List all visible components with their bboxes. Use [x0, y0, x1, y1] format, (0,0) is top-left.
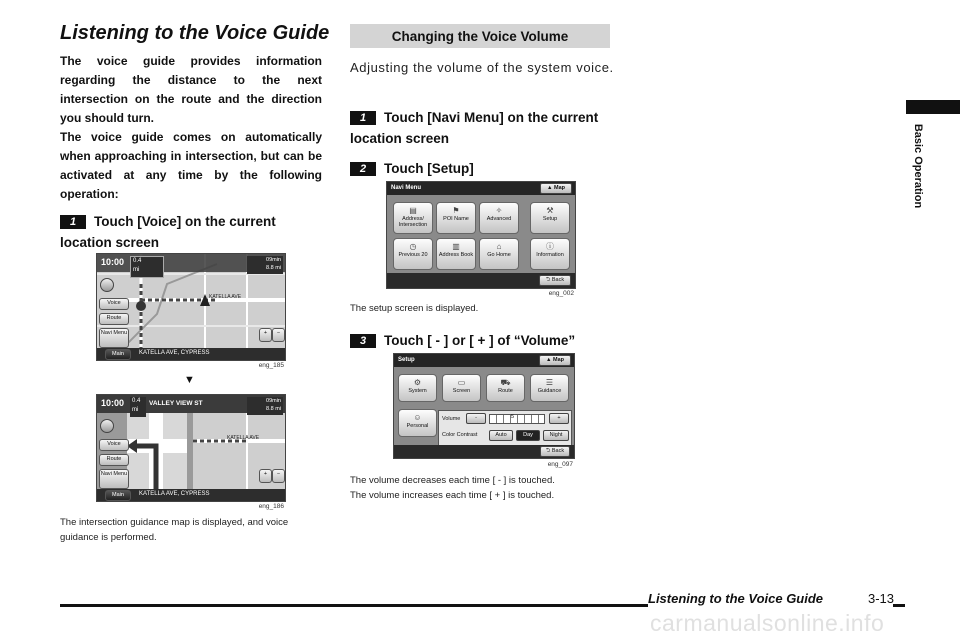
list-icon: ☰ — [545, 378, 554, 387]
zoom-out-icon[interactable]: − — [272, 469, 285, 483]
compass-icon[interactable] — [100, 278, 114, 292]
star-icon: ✧ — [495, 206, 503, 215]
screen-title-bar — [394, 354, 574, 367]
navi-menu-screen — [386, 181, 576, 289]
eta-box — [247, 397, 283, 415]
section-intro: Adjusting the volume of the system voice. — [350, 60, 614, 75]
personal-button[interactable] — [398, 409, 437, 437]
information-button[interactable] — [530, 238, 570, 270]
route-button[interactable]: Route — [99, 313, 129, 325]
main-button[interactable]: Main — [105, 349, 131, 360]
map-button[interactable]: ▲ Map — [539, 355, 571, 366]
intro-text — [60, 52, 322, 204]
setup-screen — [393, 353, 575, 459]
distance-value: 0.4 — [133, 258, 142, 264]
page-heading: Listening to the Voice Guide — [60, 22, 330, 44]
volume-caption-line-1: The volume decreases each time [ - ] is touched. — [350, 475, 555, 486]
volume-caption-line-2: The volume increases each time [ + ] is touched. — [350, 490, 555, 501]
contrast-label: Color Contrast — [442, 432, 478, 438]
location-screen-2 — [96, 394, 286, 502]
eta-distance: 8.8 mi — [266, 265, 281, 271]
intro-paragraph-1: The voice guide provides information regarding the distance to the next intersection on the route and the direction you should turn. — [60, 54, 322, 125]
contrast-auto-button[interactable]: Auto — [489, 430, 513, 441]
back-label: Back — [551, 448, 565, 454]
zoom-in-icon[interactable]: + — [259, 328, 272, 342]
go-home-button[interactable] — [479, 238, 519, 270]
intersection-caption: The intersection guidance map is displayed, and voice guidance is performed. — [60, 517, 289, 543]
house-icon: ⌂ — [496, 242, 502, 251]
footer-rule — [60, 604, 648, 607]
road-label: KATELLA AVE — [227, 435, 260, 441]
image-id: eng_002 — [548, 290, 574, 297]
current-street: KATELLA AVE, CYPRESS — [139, 350, 210, 356]
button-label: POI Name — [443, 216, 469, 222]
button-label: Screen — [452, 388, 471, 394]
step-number: 1 — [60, 215, 86, 229]
compass-icon[interactable] — [100, 419, 114, 433]
step-text: Touch [Voice] on the current location screen — [60, 214, 276, 250]
eta-time: 09min — [266, 398, 281, 404]
monitor-icon: ▭ — [457, 378, 466, 387]
current-street: KATELLA AVE, CYPRESS — [139, 491, 210, 497]
zoom-in-icon[interactable]: + — [259, 469, 272, 483]
step-text: Touch [Setup] — [384, 161, 474, 176]
setup-button[interactable] — [530, 202, 570, 234]
button-label: Guidance — [537, 388, 562, 394]
distance-box — [130, 397, 146, 417]
address-book-button[interactable] — [436, 238, 476, 270]
button-label: Go Home — [487, 252, 511, 258]
clock-text: 10:00 — [101, 398, 125, 408]
location-screen-1 — [96, 253, 286, 361]
button-label: Route — [498, 388, 513, 394]
map-label: Map — [552, 357, 564, 363]
eta-distance: 8.8 mi — [266, 406, 281, 412]
button-label: Address Book — [438, 252, 474, 258]
image-id: eng_097 — [547, 461, 573, 468]
step-3-volume — [350, 330, 615, 351]
building-icon: ▤ — [409, 206, 417, 215]
clock-text: 10:00 — [101, 257, 125, 267]
volume-level-bar — [489, 414, 545, 424]
setup-caption: The setup screen is displayed. — [350, 303, 479, 314]
contrast-day-button[interactable]: Day — [516, 430, 540, 441]
street-label: VALLEY VIEW ST — [149, 400, 203, 407]
step-number: 1 — [350, 111, 376, 125]
back-button[interactable]: ⮌ Back — [540, 446, 570, 457]
down-arrow-icon: ▼ — [184, 374, 195, 386]
route-button[interactable]: Route — [99, 454, 129, 466]
road-label: KATELLA AVE — [209, 294, 242, 300]
image-id: eng_186 — [258, 503, 284, 510]
zoom-out-icon[interactable]: − — [272, 328, 285, 342]
eta-box — [247, 256, 283, 274]
button-label: Setup — [542, 216, 558, 222]
navi-menu-button[interactable]: Navi Menu — [99, 469, 129, 489]
system-button[interactable] — [398, 374, 437, 402]
step-number: 3 — [350, 334, 376, 348]
map-label: Map — [553, 185, 565, 191]
voice-button[interactable]: Voice — [99, 439, 129, 451]
watermark: carmanualsonline.info — [650, 610, 885, 636]
main-button[interactable]: Main — [105, 490, 131, 501]
previous-20-button[interactable] — [393, 238, 433, 270]
back-button[interactable]: ⮌ Back — [539, 275, 571, 286]
volume-plus-button[interactable]: + — [549, 413, 569, 424]
step-text: Touch [Navi Menu] on the current location screen — [350, 110, 599, 146]
info-icon: ⓘ — [546, 242, 554, 251]
clock-icon: ◷ — [409, 242, 417, 251]
map-button[interactable]: ▲ Map — [540, 183, 572, 194]
screen-title: Navi Menu — [391, 185, 422, 191]
screen-title-bar — [387, 182, 575, 195]
button-label: Personal — [406, 423, 429, 429]
car-icon: ⛟ — [500, 378, 511, 387]
button-label: Address/ Intersection — [398, 216, 428, 228]
button-label: System — [408, 388, 427, 394]
screen-title: Setup — [398, 357, 415, 363]
page-number: 3-13 — [868, 591, 895, 606]
button-label: Previous 20 — [398, 252, 428, 258]
volume-label: Volume — [442, 416, 461, 422]
distance-unit: mi — [133, 267, 140, 273]
step-2-setup — [350, 158, 615, 179]
route-button[interactable] — [486, 374, 525, 402]
image-id: eng_185 — [258, 362, 284, 369]
step-1-voice — [60, 211, 325, 253]
distance-unit: mi — [132, 407, 139, 413]
footer-rule-end — [893, 604, 905, 607]
distance-value: 0.4 — [132, 398, 141, 404]
screen-button[interactable] — [442, 374, 481, 402]
volume-panel — [438, 410, 572, 446]
address-intersection-button[interactable] — [393, 202, 433, 234]
step-1-navi-menu — [350, 107, 615, 149]
person-icon: ☺ — [413, 413, 422, 422]
step-text: Touch [ - ] or [ + ] of “Volume” — [384, 333, 576, 348]
side-tab-label — [908, 118, 928, 218]
volume-caption — [350, 473, 615, 503]
section-header: Changing the Voice Volume — [350, 24, 610, 48]
back-label: Back — [551, 277, 565, 283]
poi-name-button[interactable] — [436, 202, 476, 234]
side-tab-marker — [906, 100, 960, 114]
guidance-button[interactable] — [530, 374, 569, 402]
distance-box — [130, 256, 164, 278]
voice-button[interactable]: Voice — [99, 298, 129, 310]
flag-icon: ⚑ — [452, 206, 460, 215]
eta-time: 09min — [266, 257, 281, 263]
gear-icon: ⚙ — [413, 378, 422, 387]
intro-paragraph-2: The voice guide comes on automatically when approaching in intersection, but can be activated at any time by the following operation: — [60, 130, 322, 201]
advanced-button[interactable] — [479, 202, 519, 234]
button-label: Information — [536, 252, 564, 258]
footer-title: Listening to the Voice Guide — [648, 591, 824, 606]
volume-level: 5 — [511, 414, 515, 420]
step-number: 2 — [350, 162, 376, 176]
side-tab-text: Basic Operation — [912, 123, 924, 209]
volume-minus-button[interactable]: - — [466, 413, 486, 424]
tools-icon: ⚒ — [546, 206, 554, 215]
navi-menu-button[interactable]: Navi Menu — [99, 328, 129, 348]
button-label: Advanced — [486, 216, 512, 222]
book-icon: ▥ — [452, 242, 460, 251]
contrast-night-button[interactable]: Night — [543, 430, 569, 441]
